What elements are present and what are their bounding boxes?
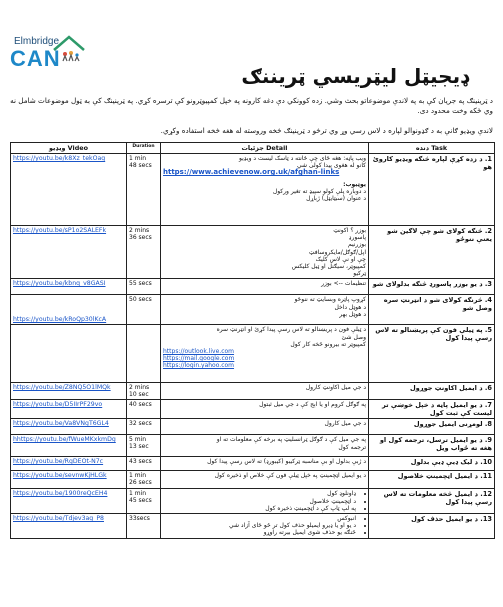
intro-paragraph: د ټرینینګ په جریان کې به په لاندې موضوعاتو بحث وشي. زده کوونکي دې دغه کارونه په خپل کمپیوټرونو کې ترسره کړي. په ټرینینګ کې به ټول موضوعات شامل نه وي ځکه وخت محدود دی. <box>10 96 493 115</box>
video-link[interactable]: https://youtu.be/RgDEOt-N7c <box>13 458 104 466</box>
task-cell <box>369 489 495 514</box>
duration-cell <box>127 514 161 539</box>
elmbridge-can-logo <box>8 34 88 76</box>
detail-text: پاسورډ <box>348 234 366 242</box>
detail-cell <box>161 154 369 226</box>
detail-text: بوزر ؟ اکونټ <box>333 227 366 234</box>
duration-cell <box>127 419 161 435</box>
bullet-item: • انبوکس <box>163 515 356 522</box>
video-link[interactable]: https://youtu.be/sP1o2SALEFk <box>13 227 107 234</box>
detail-text: په ګوګل کروم او یا اېج کې د جي میل ثبتول <box>259 401 366 409</box>
video-cell <box>11 514 127 539</box>
detail-text: تنظیمات --> بوزر <box>321 280 366 288</box>
task-number: 13. <box>478 515 492 524</box>
video-link[interactable]: https://youtu.be/k8Xz_tekOag <box>13 155 106 162</box>
duration-text: 36 secs <box>129 234 152 241</box>
table-row <box>11 226 495 279</box>
detail-cell <box>161 279 369 295</box>
video-cell <box>11 457 127 471</box>
detail-cell <box>161 489 369 514</box>
detail-text: بوزرنیم <box>347 241 366 249</box>
detail-text: کمپیوټر، سیګنل او ټیل کلیکس <box>291 263 366 271</box>
bullet-item: • څنګه یو حذف شوی ایمیل بیرته راوړو <box>163 529 356 536</box>
header-task: دنده Task <box>369 143 495 154</box>
duration-text: 2 mins <box>129 227 150 234</box>
task-text: د یو ایمیل پاڼه د خپل خوښې تر لیست کې ثبت کول <box>382 401 492 418</box>
task-text: د یو ایمیل ترسل، ترجمه کول او هغه ته ځواب ویل <box>379 436 492 453</box>
video-link[interactable]: https://youtu.be/Z8NQ5O1lMQk <box>13 384 111 392</box>
video-link[interactable]: https://youtu.be/Va8VNgT6GL4 <box>13 420 109 428</box>
task-cell <box>369 325 495 383</box>
duration-text: 26 secs <box>129 479 152 487</box>
detail-cell <box>161 325 369 383</box>
detail-text: کمپیوټر ته بیرونو څخه کار کول <box>290 340 366 348</box>
video-cell <box>11 471 127 489</box>
video-cell <box>11 489 127 514</box>
duration-cell <box>127 295 161 325</box>
table-row <box>11 383 495 400</box>
bullet-item: • د اټچمینټ خلاصول <box>163 498 356 505</box>
video-link[interactable]: https://youtu.be/sevnwKjHLGk <box>13 472 107 480</box>
detail-text: د جي میل اکاونټ کارول <box>305 384 366 392</box>
video-link[interactable]: https://youtu.be/kbnq_v8GASI <box>13 280 106 288</box>
detail-text: اپل/ګوګل/مایکروسافټ <box>308 248 366 256</box>
video-cell <box>11 419 127 435</box>
video-link[interactable]: https://youtu.be/1900reQcEH4 <box>13 490 108 498</box>
task-number: 11. <box>478 472 492 481</box>
detail-cell <box>161 457 369 471</box>
detail-cell <box>161 514 369 539</box>
task-cell <box>369 295 495 325</box>
task-text: څرنګه کولای شو د انټرنټ سره وصل شو <box>383 296 492 313</box>
table-row <box>11 419 495 435</box>
resource-link[interactable]: https://www.achievenow.org.uk/afghan-links <box>163 168 340 177</box>
email-link[interactable]: https://outlook.live.com <box>163 348 235 356</box>
duration-text: 1 min <box>129 472 147 480</box>
detail-text: د جي میل کارول <box>324 420 366 428</box>
email-link[interactable]: https://mail.google.com <box>163 355 235 363</box>
video-cell <box>11 226 127 279</box>
video-link[interactable]: hhttps://youtu.be/fWueMKxkmDg <box>13 436 116 444</box>
task-cell <box>369 471 495 489</box>
duration-cell <box>127 383 161 400</box>
detail-text: چې او نې لاس کلیک <box>315 255 366 263</box>
detail-cell <box>161 471 369 489</box>
duration-text: 48 secs <box>129 162 152 169</box>
header-video: ویډیو Video <box>11 143 127 154</box>
task-text: لومړنی ایمیل جوړول <box>413 420 483 429</box>
video-cell <box>11 295 127 325</box>
task-cell <box>369 400 495 419</box>
table-body <box>11 154 495 539</box>
table-row <box>11 435 495 457</box>
task-text: د ایمیل څخه معلومات ته لاس رسې پیدا کول <box>383 490 492 507</box>
video-cell <box>11 435 127 457</box>
task-cell <box>369 383 495 400</box>
task-number: 4. <box>482 296 492 305</box>
bullet-item: • د یو او یا ډیرو ایمیلو حذف کول تر څو ځای آزاد شي <box>163 522 356 529</box>
task-text: د ایمیل اکاونټ جوړول <box>409 384 483 393</box>
detail-cell <box>161 435 369 457</box>
detail-text: د ژبې بدلول او بې مناسبه ټرکیبو (کیبورډ) ته لاس رسې پیدا کول <box>207 458 366 466</box>
video-link[interactable]: https://youtu.be/D5IIrPF29vo <box>13 401 103 409</box>
duration-cell <box>127 400 161 419</box>
duration-text: 50 secs <box>129 296 152 304</box>
duration-text: 40 secs <box>129 401 152 409</box>
detail-text: کړوپ پاټره وبسایټ ته ننوځو <box>294 296 366 304</box>
detail-text: په جي میل کې د ګوګل ټرانسلیټ په برخه کې معلومات ته او <box>216 436 366 444</box>
detail-text: د دوباره پلې کولو سپيډ ته تغیر ورکول <box>272 187 366 195</box>
detail-text: وصل شئ <box>341 333 366 341</box>
video-link[interactable]: https://youtu.be/Tdjev3ag_P8 <box>13 515 104 523</box>
duration-text: 5 min <box>129 436 147 444</box>
task-number: 12. <box>478 490 492 499</box>
duration-text: 45 secs <box>129 497 152 505</box>
video-cell <box>11 279 127 295</box>
task-text: د لیک ډیې ډیې بدلول <box>410 458 478 467</box>
table-row <box>11 295 495 325</box>
video-cell <box>11 325 127 383</box>
video-cell <box>11 400 127 419</box>
bullet-item: • ډاونلوډ کول <box>163 490 356 497</box>
detail-text: کانو له هغوی پیدا کولی شي <box>297 162 366 170</box>
detail-text: د ټیلې فون د پریښنالو ته لاس رسې پیدا کړئ او انټرنټ سره <box>216 326 366 334</box>
task-cell <box>369 514 495 539</box>
duration-text: 55 secs <box>129 280 152 288</box>
table-row <box>11 279 495 295</box>
task-cell <box>369 279 495 295</box>
video-link[interactable]: https://youtu.be/kRoQp30lKcA <box>13 316 107 324</box>
duration-cell <box>127 154 161 226</box>
duration-text: 43 secs <box>129 458 152 466</box>
table-row <box>11 514 495 539</box>
table-row <box>11 457 495 471</box>
logo-brand: Elmbridge <box>14 36 60 47</box>
detail-text: ترجمه کول <box>338 443 366 451</box>
table-row <box>11 489 495 514</box>
task-cell <box>369 226 495 279</box>
task-number: 8. <box>482 420 492 429</box>
detail-cell <box>161 419 369 435</box>
task-cell <box>369 154 495 226</box>
table-row <box>11 471 495 489</box>
bullet-list <box>163 490 366 512</box>
duration-cell <box>127 226 161 279</box>
task-text: د یو ایمیل حذف کول <box>411 515 478 524</box>
detail-text: ټرکیو <box>353 270 366 278</box>
task-table <box>10 142 495 539</box>
duration-cell <box>127 471 161 489</box>
task-text: په ټیلې فون کې پریښنالو ته لاس رسې پیدا کول <box>375 326 492 343</box>
logo-name: CAN <box>10 46 61 71</box>
duration-text: 33secs <box>129 515 150 523</box>
detail-text: د هوټل بهر <box>339 310 366 318</box>
duration-text: 10 sec <box>129 391 149 399</box>
detail-cell <box>161 400 369 419</box>
task-cell <box>369 435 495 457</box>
detail-cell <box>161 226 369 279</box>
task-number: 9. <box>482 436 492 445</box>
intro-note: لاندې ویډیو ګانې به د ګډونوالو لپاره د لاس رسي وړ وي ترڅو د ټرینینګ څخه وروسته له هغه څخه استفاده وکړي. <box>160 126 493 135</box>
page-title: ډیجیټل لیټریسي ټریننګ <box>241 64 469 88</box>
task-number: 2. <box>482 227 492 235</box>
table-row <box>11 325 495 383</box>
bullet-item: • په لپ ټاپ کې د اټچمینټ ذخیره کول <box>163 505 356 512</box>
task-number: 6. <box>482 384 492 393</box>
duration-cell <box>127 489 161 514</box>
bullet-list <box>163 515 366 537</box>
task-number: 3. <box>482 280 492 289</box>
house-icon <box>52 34 86 64</box>
detail-text: د هوټل داخل <box>334 303 366 311</box>
task-cell <box>369 457 495 471</box>
task-text: د زده کړې لپاره څنګه ویډیو کاروئ هو <box>372 155 492 171</box>
detail-text: د عنوان (سبټایټل) ژباړل <box>306 195 366 203</box>
table-header-row <box>11 143 495 154</box>
task-number: 5. <box>482 326 492 335</box>
duration-cell <box>127 279 161 295</box>
table-row <box>11 154 495 226</box>
detail-text: د یو ایمیل اټچمینټ په خپل ټیلې فون کې خلاص او ذخیره کول <box>214 472 366 480</box>
task-number: 10. <box>478 458 492 467</box>
task-text: د ایمیل اټچمینټ خلاصول <box>397 472 478 481</box>
detail-text: یوټیوب: <box>343 180 366 188</box>
header-duration: Duration <box>127 143 161 154</box>
duration-text: 2 mins <box>129 384 150 392</box>
task-text: د یو بوزر پاسورډ څنګه بدلولای شو <box>372 280 483 289</box>
duration-text: 32 secs <box>129 420 152 428</box>
task-number: 1. <box>482 155 492 163</box>
duration-cell <box>127 457 161 471</box>
detail-cell <box>161 383 369 400</box>
header-detail: جزئیات Detail <box>161 143 369 154</box>
duration-text: 13 sec <box>129 443 149 451</box>
detail-cell <box>161 295 369 325</box>
video-cell <box>11 383 127 400</box>
duration-text: 1 min <box>129 155 147 162</box>
video-cell <box>11 154 127 226</box>
duration-cell <box>127 325 161 383</box>
task-number: 7. <box>482 401 492 410</box>
task-cell <box>369 419 495 435</box>
table-row <box>11 400 495 419</box>
duration-text: 1 min <box>129 490 147 498</box>
email-link[interactable]: https://login.yahoo.com <box>163 362 235 370</box>
task-text: څنګه کولای شو چې لاګین شو یعنې ننوځو <box>387 227 492 243</box>
detail-text: ویب پاڼه: هغه ځای چې ځانته د ټاسک لیست د ویډیو <box>239 155 366 162</box>
duration-cell <box>127 435 161 457</box>
